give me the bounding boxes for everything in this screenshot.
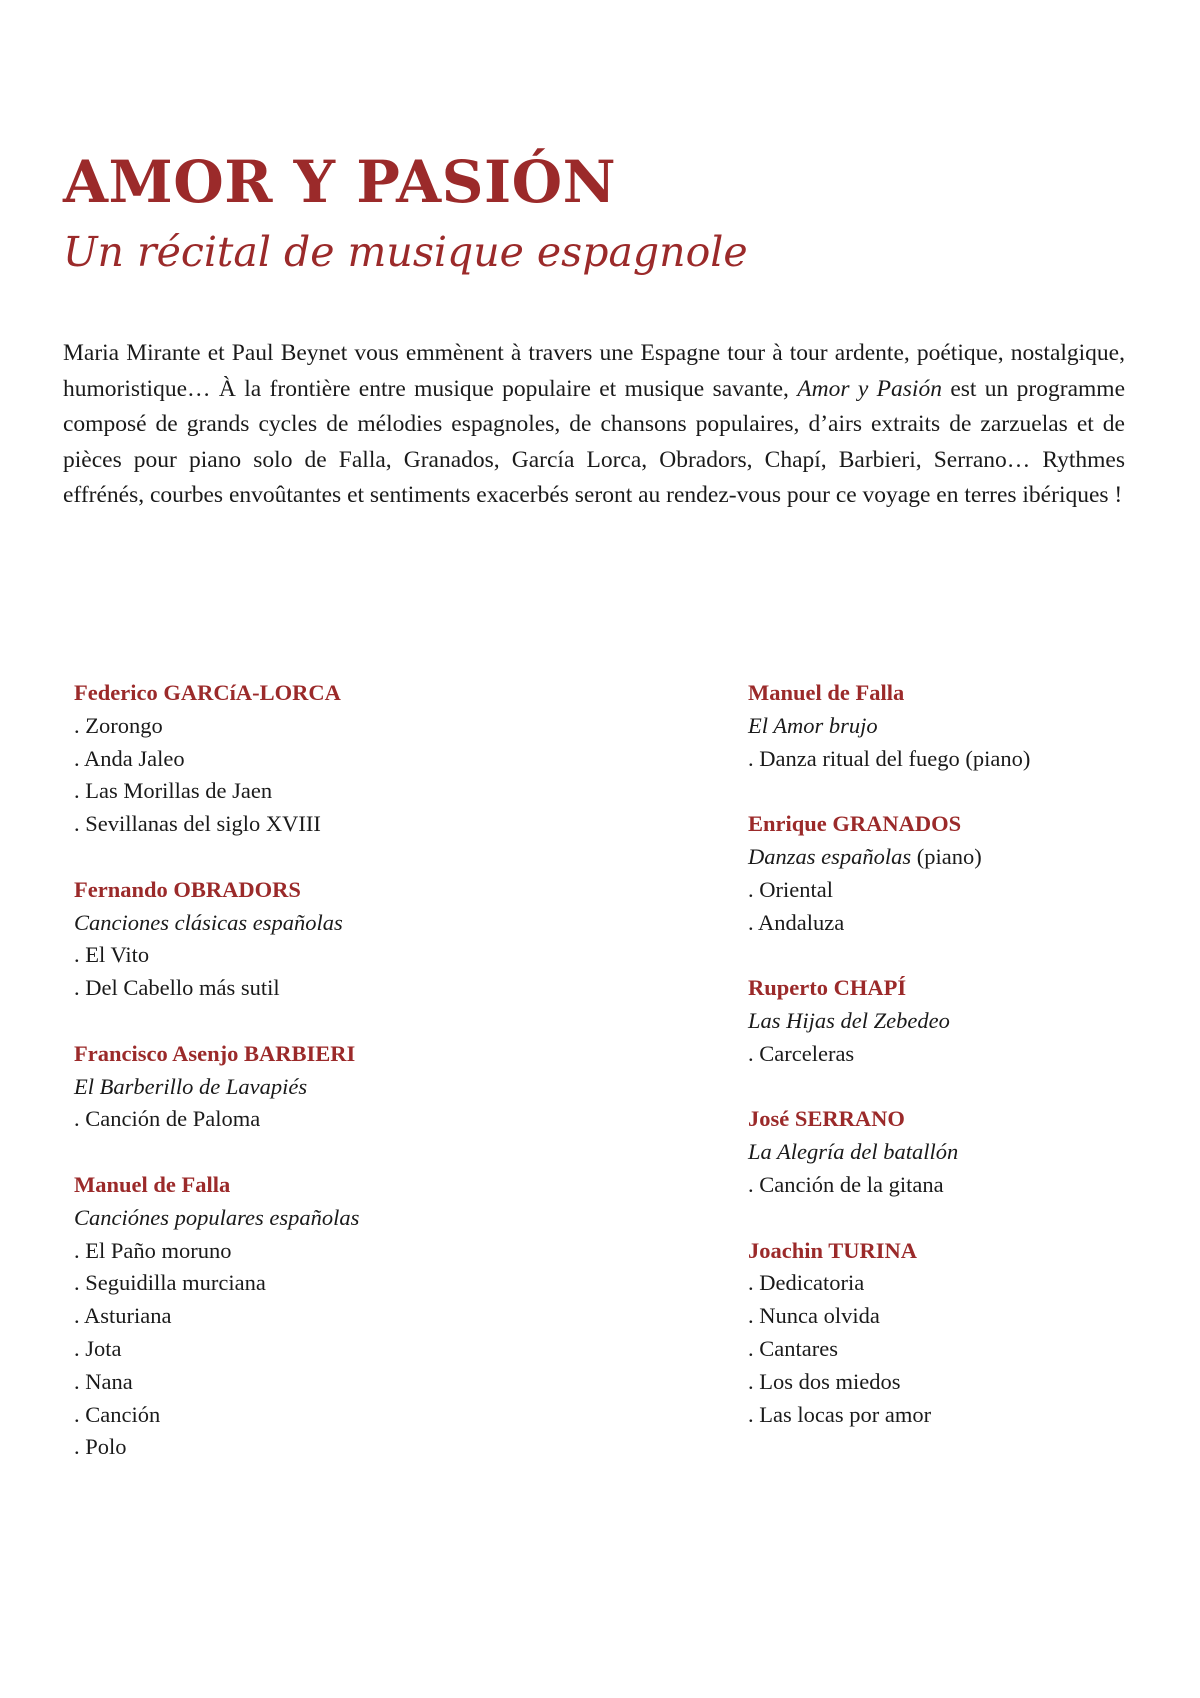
intro-emphasis: Amor y Pasión	[797, 375, 942, 402]
piece-title: . Nana	[74, 1368, 133, 1394]
page-title: AMOR Y PASIÓN	[63, 148, 617, 216]
piece-title: . Oriental	[748, 876, 833, 902]
work-title: Canciónes populares españolas	[74, 1204, 360, 1230]
piece-title: . Del Cabello más sutil	[74, 975, 280, 1001]
work-line	[748, 841, 1200, 874]
program-group	[748, 1103, 1200, 1201]
piece-title: . Sevillanas del siglo XVIII	[74, 811, 321, 837]
piece-title: . Zorongo	[74, 712, 163, 738]
piece-title: . Polo	[74, 1434, 127, 1460]
work-title: Canciones clásicas españolas	[74, 909, 343, 935]
piece-title: . Las locas por amor	[748, 1401, 932, 1427]
program-group	[748, 808, 1200, 939]
work-note: (piano)	[911, 843, 982, 869]
program-group	[748, 1235, 1200, 1432]
program-column-right	[748, 677, 1200, 1464]
program-group	[74, 1038, 554, 1136]
composer-name: Manuel de Falla	[748, 680, 905, 705]
piece-title: . Asturiana	[74, 1303, 172, 1329]
program-group	[74, 677, 554, 841]
program-column-left	[74, 677, 554, 1497]
page-subtitle: Un récital de musique espagnole	[63, 228, 748, 276]
piece-title: . Cantares	[748, 1335, 838, 1361]
piece-title: . Danza ritual del fuego (piano)	[748, 745, 1031, 771]
work-title: Danzas españolas	[748, 843, 912, 869]
piece-title: . Nunca olvida	[748, 1303, 880, 1329]
intro-text-1: Maria Mirante et Paul Beynet vous emmènent à travers une Espagne tour à tour ardente, poétique, nostalgique, humoristique… À la frontière entre musique populaire et musique savante,	[63, 340, 1125, 402]
piece-title: . Dedicatoria	[748, 1270, 865, 1296]
piece-title: . Canción	[74, 1401, 161, 1427]
piece-title: . El Paño moruno	[74, 1237, 232, 1263]
piece-title: . Las Morillas de Jaen	[74, 778, 273, 804]
intro-paragraph	[63, 336, 1125, 514]
piece-title: . Canción de Paloma	[74, 1106, 261, 1132]
program-group	[748, 677, 1200, 775]
intro-text-2: est un programme composé de grands cycles de mélodies espagnoles, de chansons populaires, d’airs extraits de zarzuelas et de pièces pour piano solo de Falla, Granados, García Lorca, Obradors, Chapí, Barbieri, Serrano… Rythmes effrénés, courbes envoûtantes et sentiments exacerbés seront au rendez-vous pour ce voyage en terres ibériques !	[63, 375, 1125, 509]
program-group	[74, 1169, 554, 1464]
composer-name: Manuel de Falla	[74, 1171, 231, 1197]
piece-title: . Canción de la gitana	[748, 1171, 944, 1197]
composer-name: José SERRANO	[748, 1106, 905, 1132]
piece-title: . Anda Jaleo	[74, 745, 185, 771]
piece-title: . Jota	[74, 1335, 122, 1361]
program-group	[748, 972, 1200, 1070]
composer-name: Enrique GRANADOS	[748, 811, 962, 837]
work-title: La Alegría del batallón	[748, 1139, 959, 1165]
work-title: Las Hijas del Zebedeo	[748, 1007, 950, 1033]
piece-title: . Los dos miedos	[748, 1368, 901, 1394]
piece-title: . Carceleras	[748, 1040, 855, 1066]
piece-title: . Seguidilla murciana	[74, 1270, 266, 1296]
composer-name: Fernando OBRADORS	[74, 876, 301, 902]
composer-name: Francisco Asenjo BARBIERI	[74, 1040, 356, 1066]
piece-title: . Andaluza	[748, 909, 845, 935]
program-group	[74, 874, 554, 1005]
work-title: El Amor brujo	[748, 712, 878, 738]
composer-name: Federico GARCíA-LORCA	[74, 680, 341, 705]
work-title: El Barberillo de Lavapiés	[74, 1073, 308, 1099]
composer-name: Joachin TURINA	[748, 1237, 917, 1263]
piece-title: . El Vito	[74, 942, 150, 968]
composer-name: Ruperto CHAPÍ	[748, 975, 907, 1001]
